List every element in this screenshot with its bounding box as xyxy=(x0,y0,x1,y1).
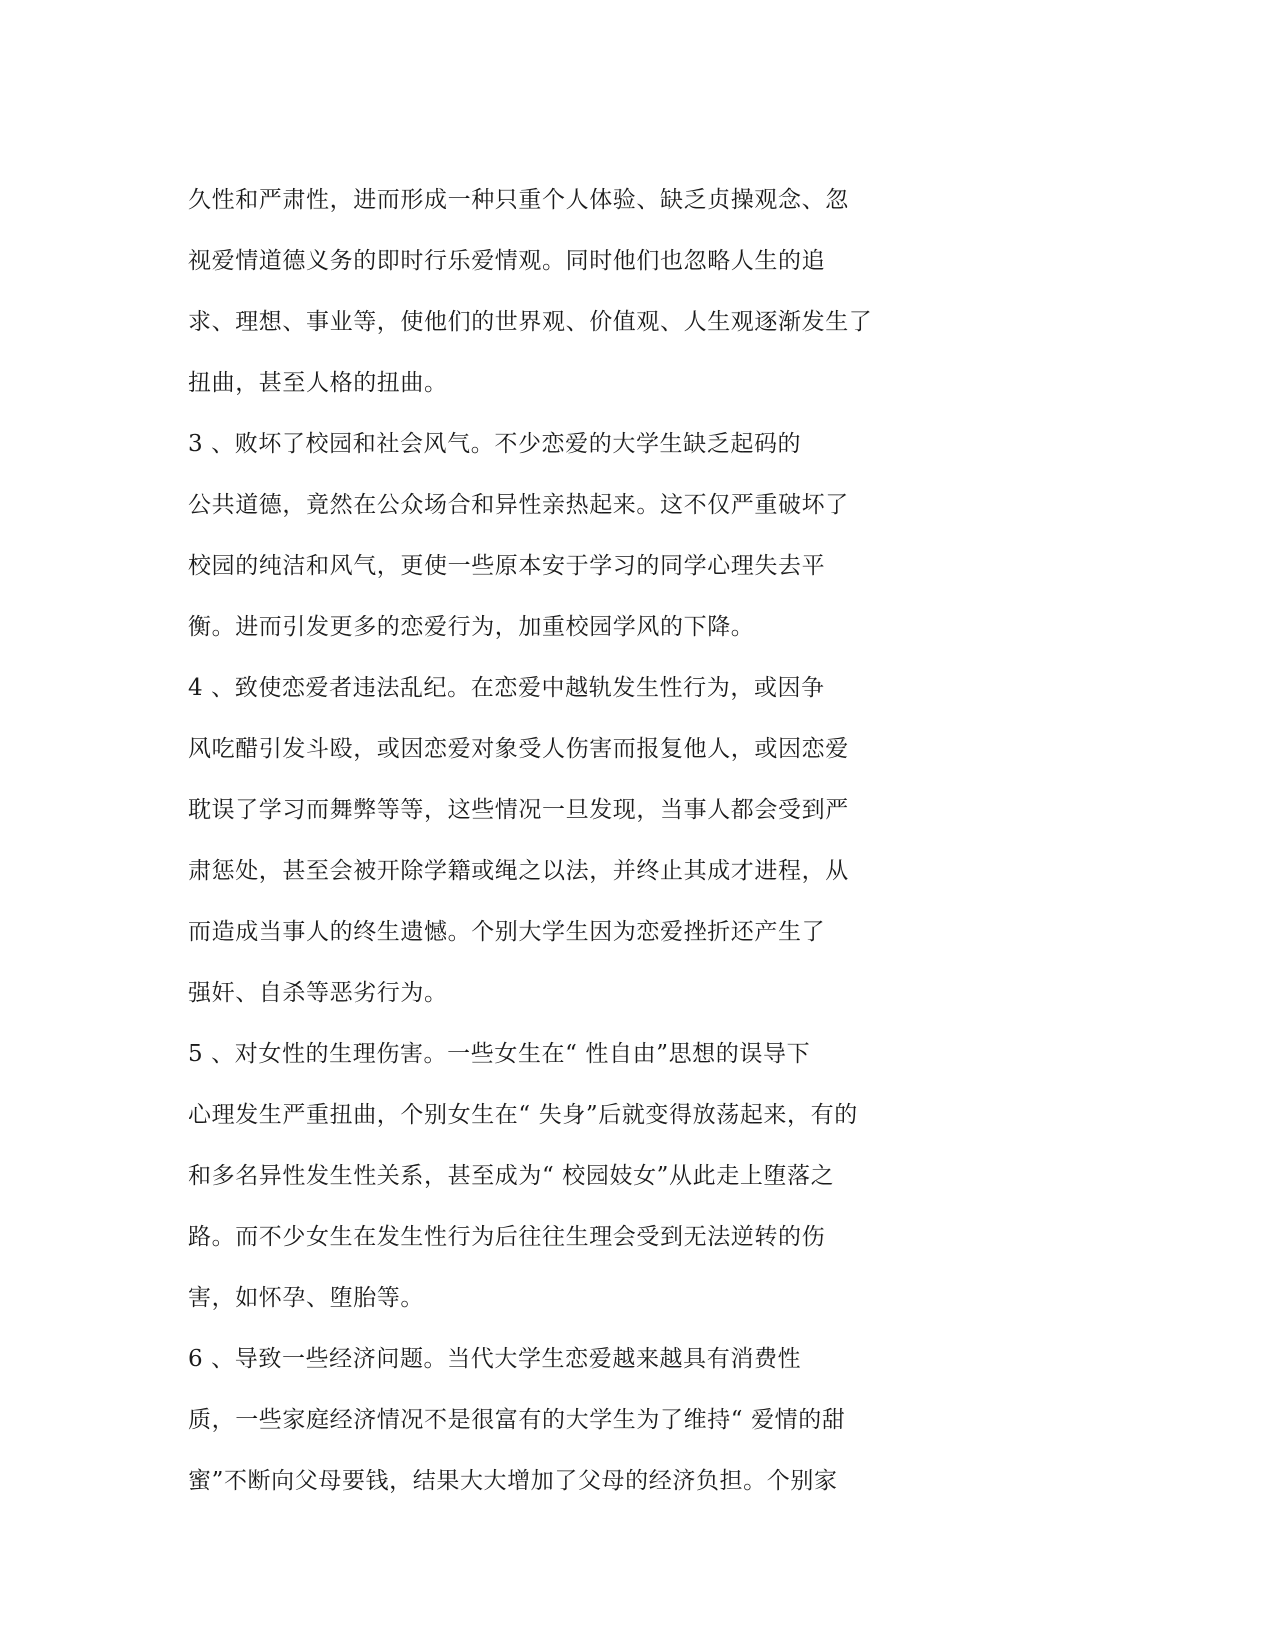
text-line: 强奸、自杀等恶劣行为。 xyxy=(188,980,448,1006)
text-line: 路。而不少女生在发生性行为后往往生理会受到无法逆转的伤 xyxy=(188,1224,826,1250)
text-line: 蜜”不断向父母要钱，结果大大增加了父母的经济负担。个别家 xyxy=(188,1468,838,1494)
text-line: 衡。进而引发更多的恋爱行为，加重校园学风的下降。 xyxy=(188,614,755,640)
text-line: 求、理想、事业等，使他们的世界观、价值观、人生观逐渐发生了 xyxy=(188,309,873,335)
text-line: 视爱情道德义务的即时行乐爱情观。同时他们也忽略人生的追 xyxy=(188,248,826,274)
text-line: 质，一些家庭经济情况不是很富有的大学生为了维持“ 爱情的甜 xyxy=(188,1407,846,1433)
text-line: 6 、导致一些经济问题。当代大学生恋爱越来越具有消费性 xyxy=(188,1346,802,1372)
text-line: 公共道德，竟然在公众场合和异性亲热起来。这不仅严重破坏了 xyxy=(188,492,849,518)
text-line: 4 、致使恋爱者违法乱纪。在恋爱中越轨发生性行为，或因争 xyxy=(188,675,825,701)
text-line: 校园的纯洁和风气，更使一些原本安于学习的同学心理失去平 xyxy=(188,553,826,579)
text-line: 和多名异性发生性关系，甚至成为“ 校园妓女”从此走上堕落之 xyxy=(188,1163,835,1189)
text-line: 而造成当事人的终生遗憾。个别大学生因为恋爱挫折还产生了 xyxy=(188,919,826,945)
text-line: 害，如怀孕、堕胎等。 xyxy=(188,1285,424,1311)
text-line: 肃惩处，甚至会被开除学籍或绳之以法，并终止其成才进程，从 xyxy=(188,858,849,884)
text-line: 心理发生严重扭曲，个别女生在“ 失身”后就变得放荡起来，有的 xyxy=(188,1102,858,1128)
body-text xyxy=(188,170,908,1512)
text-line: 3 、败坏了校园和社会风气。不少恋爱的大学生缺乏起码的 xyxy=(188,431,802,457)
text-line: 耽误了学习而舞弊等等，这些情况一旦发现，当事人都会受到严 xyxy=(188,797,849,823)
text-line: 风吃醋引发斗殴，或因恋爱对象受人伤害而报复他人，或因恋爱 xyxy=(188,736,849,762)
text-line: 久性和严肃性，进而形成一种只重个人体验、缺乏贞操观念、忽 xyxy=(188,187,849,213)
text-line: 5 、对女性的生理伤害。一些女生在“ 性自由”思想的误导下 xyxy=(188,1041,811,1067)
text-line: 扭曲，甚至人格的扭曲。 xyxy=(188,370,448,396)
